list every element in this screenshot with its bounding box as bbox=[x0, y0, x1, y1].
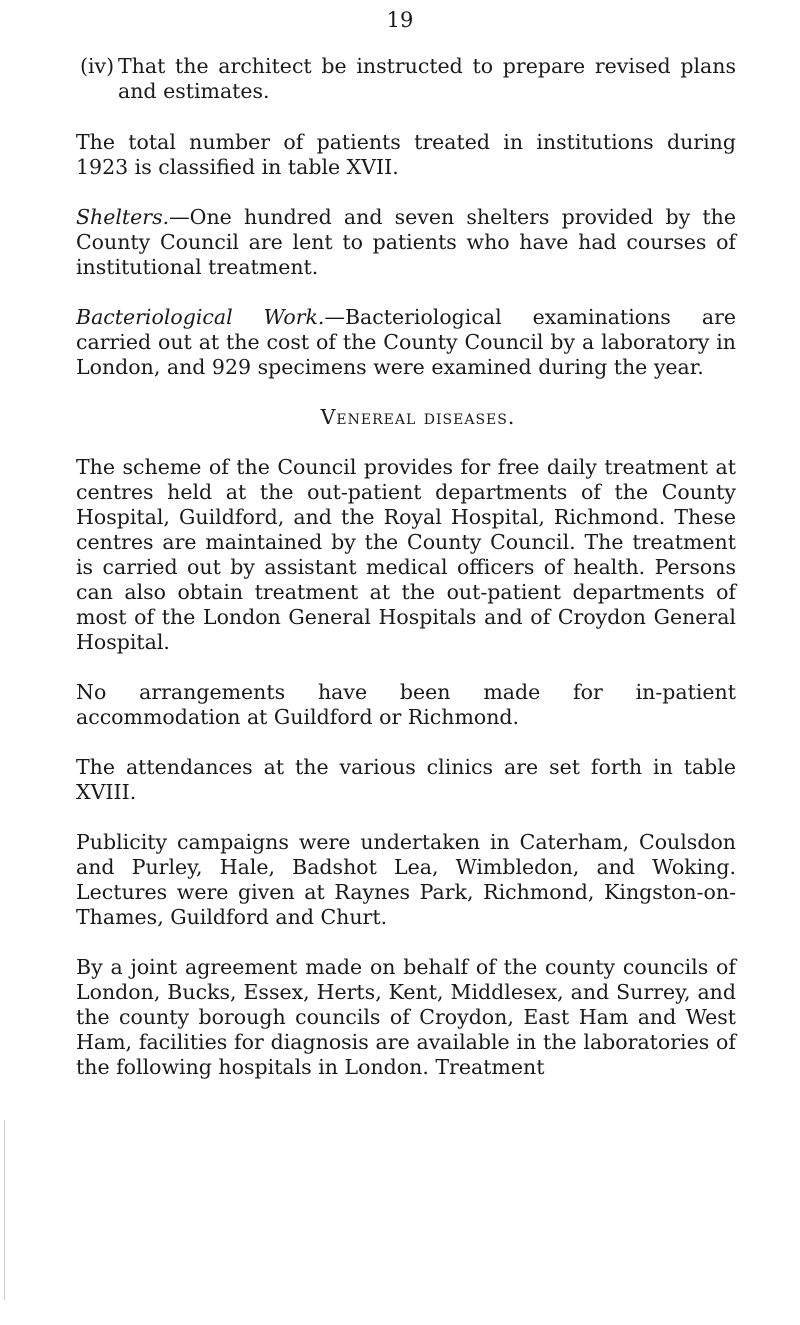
publicity-text: Publicity campaigns were undertaken in Caterham, Coulsdon and Purley, Hale, Badshot Lea, Wimbledon, and Woking. Lectures were given at Raynes Park, Richmond, Kingston-on-Thames, Guildford and Churt. bbox=[76, 830, 736, 929]
scan-edge-mark bbox=[4, 1120, 5, 1300]
page-content bbox=[76, 54, 736, 1105]
paragraph-joint-agreement bbox=[76, 955, 736, 1080]
paragraph-shelters bbox=[76, 205, 736, 280]
section-heading-venereal-diseases bbox=[76, 405, 736, 430]
bacteriological-text: —Bacteriological examinations are carried out at the cost of the County Council by a laboratory in London, and 929 specimens were examined during the year. bbox=[76, 305, 736, 379]
paragraph-bacteriological bbox=[76, 305, 736, 380]
paragraph-arrangements bbox=[76, 680, 736, 730]
paragraph-attendances bbox=[76, 755, 736, 805]
list-item-text: That the architect be instructed to prepare revised plans and estimates. bbox=[118, 54, 736, 103]
paragraph-publicity bbox=[76, 830, 736, 930]
page-number: 19 bbox=[386, 8, 414, 32]
bacteriological-heading: Bacteriological Work. bbox=[76, 305, 325, 329]
shelters-heading: Shelters. bbox=[76, 205, 170, 229]
joint-agreement-text: By a joint agreement made on behalf of the county councils of London, Bucks, Essex, Herts, Kent, Middlesex, and Surrey, and the county borough councils of Croydon, East Ham and West Ham, facilities for diagnosis are available in the laboratories of the following hospitals in London. Treatment bbox=[76, 955, 736, 1079]
arrangements-text: No arrangements have been made for in-patient accommodation at Guildford or Richmond. bbox=[76, 680, 736, 729]
total-patients-text: The total number of patients treated in institutions during 1923 is classified in table XVII. bbox=[76, 130, 736, 179]
paragraph-total-patients bbox=[76, 130, 736, 180]
list-item-label: (iv) bbox=[80, 54, 115, 78]
section-heading-text: Venereal diseases. bbox=[320, 405, 516, 429]
list-item-iv bbox=[76, 54, 736, 104]
scheme-text: The scheme of the Council provides for free daily treatment at centres held at the out-patient departments of the County Hospital, Guildford, and the Royal Hospital, Richmond. These centres are maintained by the County Council. The treatment is carried out by assistant medical officers of health. Persons can also obtain treatment at the out-patient departments of most of the London General Hospitals and of Croydon General Hospital. bbox=[76, 455, 736, 654]
shelters-text: —One hundred and seven shelters provided by the County Council are lent to patients who have had courses of institutional treatment. bbox=[76, 205, 736, 279]
attendances-text: The attendances at the various clinics are set forth in table XVIII. bbox=[76, 755, 736, 804]
paragraph-scheme bbox=[76, 455, 736, 655]
